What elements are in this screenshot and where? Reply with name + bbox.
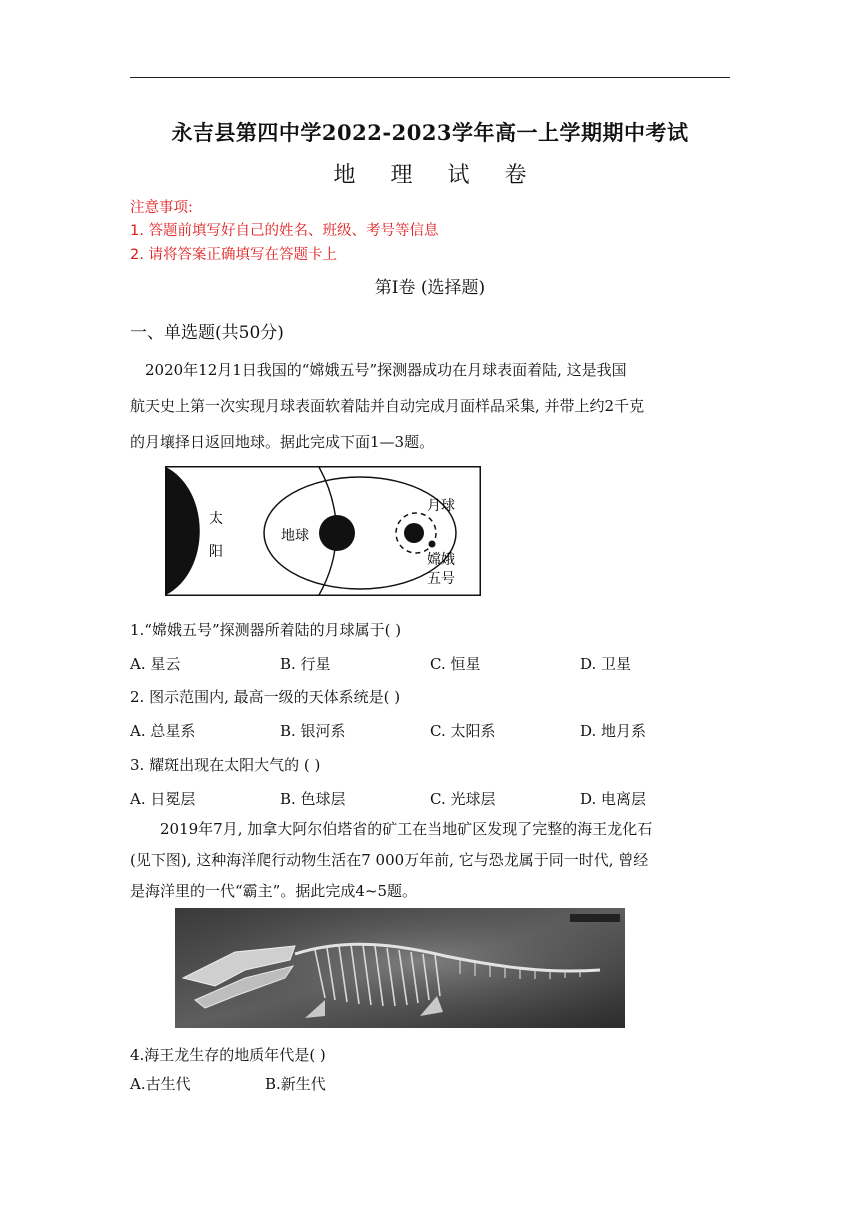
part-heading: 一、单选题(共50分): [130, 323, 284, 343]
q3-option-b: B. 色球层: [280, 790, 346, 808]
q1-option-d: D. 卫星: [580, 655, 632, 673]
q2-option-b: B. 银河系: [280, 722, 346, 740]
q1-option-c: C. 恒星: [430, 655, 481, 673]
passage2: [130, 814, 730, 907]
q3-option-d: D. 电离层: [580, 790, 647, 808]
moon-label: 月球: [427, 498, 455, 514]
volume-heading: 第I卷 (选择题): [374, 278, 486, 298]
notice-item-1: 1. 答题前填写好自己的姓名、班级、考号等信息: [130, 223, 439, 239]
probe-dot: [429, 541, 436, 548]
question-3-stem: 3. 耀斑出现在太阳大气的 ( ): [130, 756, 321, 774]
passage1-line-1: 2020年12月1日我国的“嫦娥五号”探测器成功在月球表面着陆, 这是我国: [145, 361, 627, 379]
q1-option-a: A. 星云: [130, 655, 181, 673]
q4-option-a: A.古生代: [130, 1075, 191, 1093]
probe-label-1: 嫦娥: [427, 552, 455, 568]
earth-label: 地球: [281, 528, 309, 544]
question-1-stem: 1.“嫦娥五号”探测器所着陆的月球属于( ): [130, 621, 402, 639]
question-4-stem: 4.海王龙生存的地质年代是( ): [130, 1046, 326, 1064]
exam-subtitle: 地 理 试 卷: [333, 163, 541, 188]
mosasaur-fossil-photo: [175, 908, 625, 1028]
ceiling-fixture: [570, 914, 620, 922]
earth-circle: [319, 515, 355, 551]
exam-title: 永吉县第四中学2022-2023学年高一上学期期中考试: [171, 120, 689, 145]
q2-option-c: C. 太阳系: [430, 722, 496, 740]
q4-option-b: B.新生代: [265, 1075, 326, 1093]
q3-option-c: C. 光球层: [430, 790, 496, 808]
moon-circle: [404, 523, 424, 543]
question-2-stem: 2. 图示范围内, 最高一级的天体系统是( ): [130, 688, 401, 706]
q1-option-b: B. 行星: [280, 655, 331, 673]
notice-heading: 注意事项:: [130, 200, 193, 216]
notice-item-2: 2. 请将答案正确填写在答题卡上: [130, 247, 337, 263]
passage2-line-3: 是海洋里的一代“霸主”。据此完成4~5题。: [130, 882, 417, 900]
passage2-line-2: (见下图), 这种海洋爬行动物生活在7 000万年前, 它与恐龙属于同一时代, 曾经: [130, 851, 649, 869]
probe-label-2: 五号: [427, 571, 455, 587]
passage1-line-3: 的月壤择日返回地球。据此完成下面1—3题。: [130, 433, 435, 451]
q2-option-a: A. 总星系: [130, 722, 196, 740]
sun-label-1: 太: [209, 511, 223, 527]
sun-label-2: 阳: [209, 544, 223, 560]
passage1-line-2: 航天史上第一次实现月球表面软着陆并自动完成月面样品采集, 并带上约2千克: [130, 397, 645, 415]
passage1: [130, 352, 730, 460]
passage2-line-1: 2019年7月, 加拿大阿尔伯塔省的矿工在当地矿区发现了完整的海王龙化石: [160, 820, 653, 838]
q2-option-d: D. 地月系: [580, 722, 647, 740]
earth-moon-orbit-figure: [165, 466, 481, 596]
header-rule: [130, 77, 730, 78]
q3-option-a: A. 日冕层: [130, 790, 196, 808]
